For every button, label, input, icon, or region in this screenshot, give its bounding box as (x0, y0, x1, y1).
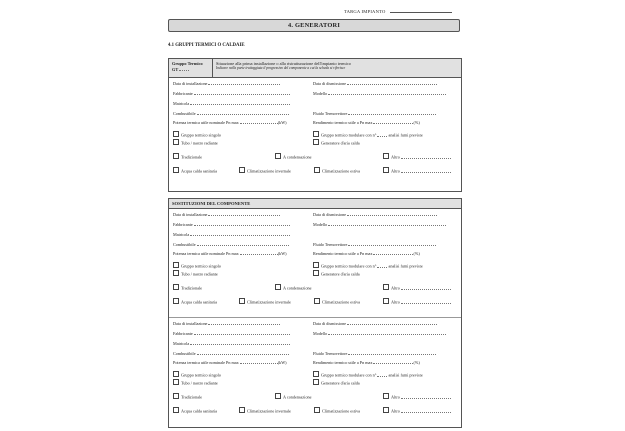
generatore-aria-option[interactable] (313, 139, 360, 146)
data-installazione-field[interactable] (173, 80, 280, 86)
condensazione-option[interactable] (275, 393, 312, 400)
checkbox[interactable] (173, 407, 179, 413)
field-label: Fabbricante (173, 91, 193, 96)
field-line[interactable] (347, 211, 437, 216)
option-suffix: analisi fumi previste (388, 132, 423, 138)
field-line[interactable] (197, 110, 289, 115)
field-label: Fabbricante (173, 222, 193, 227)
combustibile-field[interactable] (173, 350, 289, 356)
sostituzioni-title: SOSTITUZIONI DEL COMPONENTE (169, 199, 461, 209)
field-line[interactable] (347, 320, 437, 325)
condensazione-option[interactable] (275, 153, 312, 160)
field-line[interactable] (347, 80, 437, 85)
field-label: Modello (313, 222, 328, 227)
field-line[interactable] (197, 350, 289, 355)
field-line[interactable] (240, 359, 278, 364)
unit-label: (kW) (277, 251, 287, 256)
field-label: Fluido Termovettore (313, 351, 348, 356)
checkbox[interactable] (383, 284, 389, 290)
checkbox[interactable] (383, 167, 389, 173)
field-line[interactable] (401, 154, 451, 159)
matricola-field[interactable] (173, 340, 290, 346)
checkbox[interactable] (314, 167, 320, 173)
field-label: Potenza termica utile nominale Pn max (173, 120, 239, 125)
field-label: Rendimento termico utile a Pn max (313, 360, 373, 365)
clima-invernale-option[interactable] (239, 407, 291, 414)
field-label: Fluido Termovettore (313, 242, 348, 247)
altro-option[interactable] (383, 393, 451, 400)
unit-label: (%) (413, 251, 420, 256)
checkbox[interactable] (173, 379, 179, 385)
option-label: Climatizzazione invernale (247, 299, 291, 305)
field-line[interactable] (401, 394, 451, 399)
gt-number[interactable] (172, 66, 209, 72)
field-label: Matricola (173, 101, 190, 106)
field-label: Data di dismissione (313, 81, 347, 86)
field-label: Data di dismissione (313, 321, 347, 326)
potenza-field[interactable] (173, 119, 287, 125)
data-installazione-field[interactable] (173, 320, 280, 326)
option-label: Gruppo termico singolo (181, 263, 222, 269)
field-line[interactable] (373, 359, 413, 364)
clima-estiva-option[interactable] (314, 298, 360, 305)
matricola-field[interactable] (173, 100, 290, 106)
checkbox[interactable] (173, 139, 179, 145)
option-label: Tradizionale (181, 285, 203, 291)
field-label: Combustibile (173, 351, 196, 356)
field-line[interactable] (208, 211, 280, 216)
field-label: Fabbricante (173, 331, 193, 336)
option-suffix: analisi fumi previste (388, 372, 423, 378)
checkbox[interactable] (313, 262, 319, 268)
option-label: Altro (391, 408, 400, 414)
rendimento-field[interactable] (313, 250, 420, 256)
gruppo-singolo-option[interactable] (173, 371, 221, 378)
modello-field[interactable] (313, 330, 446, 336)
fluido-field[interactable] (313, 110, 436, 116)
field-line[interactable] (194, 90, 290, 95)
tubo-radiante-option[interactable] (173, 139, 218, 146)
field-label: Fluido Termovettore (313, 111, 348, 116)
option-label: Tubo / nastro radiante (181, 271, 218, 277)
rendimento-field[interactable] (313, 359, 420, 365)
field-label: Combustibile (173, 242, 196, 247)
option-label: Generatore d'aria calda (321, 380, 360, 386)
option-label: Altro (391, 154, 400, 160)
fluido-field[interactable] (313, 241, 436, 247)
altro-uso-option[interactable] (383, 167, 451, 174)
potenza-field[interactable] (173, 250, 287, 256)
unit-label: (%) (413, 360, 420, 365)
field-line[interactable] (328, 330, 446, 335)
checkbox[interactable] (383, 153, 389, 159)
modello-field[interactable] (313, 221, 446, 227)
field-label: Matricola (173, 341, 190, 346)
potenza-field[interactable] (173, 359, 287, 365)
numero-analisi-line[interactable] (377, 372, 387, 377)
option-label: A condensazione (283, 154, 312, 160)
altro-uso-option[interactable] (383, 298, 451, 305)
option-label: Gruppo termico modulare con n° (321, 263, 377, 269)
option-label: Altro (391, 299, 400, 305)
option-label: Acqua calda sanitaria (181, 408, 218, 414)
combustibile-field[interactable] (173, 241, 289, 247)
data-dismissione-field[interactable] (313, 320, 437, 326)
option-label: Generatore d'aria calda (321, 140, 360, 146)
checkbox[interactable] (313, 131, 319, 137)
tradizionale-option[interactable] (173, 153, 202, 160)
altro-uso-option[interactable] (383, 407, 451, 414)
option-label: Tradizionale (181, 154, 203, 160)
clima-invernale-option[interactable] (239, 167, 291, 174)
field-label: Data di installazione (173, 212, 208, 217)
acs-option[interactable] (173, 167, 217, 174)
combustibile-field[interactable] (173, 110, 289, 116)
field-label: Modello (313, 331, 328, 336)
checkbox[interactable] (314, 298, 320, 304)
field-line[interactable] (328, 90, 446, 95)
rendimento-field[interactable] (313, 119, 420, 125)
field-label: Data di installazione (173, 81, 208, 86)
field-line[interactable] (190, 100, 290, 105)
checkbox[interactable] (173, 284, 179, 290)
field-line[interactable] (401, 285, 451, 290)
checkbox[interactable] (383, 298, 389, 304)
field-label: Modello (313, 91, 328, 96)
gruppo-modulare-option[interactable] (313, 371, 423, 378)
numero-analisi-line[interactable] (377, 263, 387, 268)
checkbox[interactable] (173, 131, 179, 137)
situation-cell (213, 59, 461, 77)
checkbox[interactable] (173, 153, 179, 159)
matricola-field[interactable] (173, 231, 290, 237)
checkbox[interactable] (313, 371, 319, 377)
generatore-aria-option[interactable] (313, 379, 360, 386)
checkbox[interactable] (313, 379, 319, 385)
gruppo-termico-label: Gruppo Termico (172, 61, 203, 66)
field-line[interactable] (190, 231, 290, 236)
acs-option[interactable] (173, 298, 217, 305)
field-label: Rendimento termico utile a Pn max (313, 251, 373, 256)
fabbricante-field[interactable] (173, 330, 290, 336)
altro-option[interactable] (383, 284, 451, 291)
fabbricante-field[interactable] (173, 221, 290, 227)
field-line[interactable] (373, 119, 413, 124)
checkbox[interactable] (383, 393, 389, 399)
option-label: Tubo / nastro radiante (181, 380, 218, 386)
tradizionale-option[interactable] (173, 393, 202, 400)
gruppo-termico-box (168, 58, 462, 192)
field-label: Matricola (173, 232, 190, 237)
option-label: Acqua calda sanitaria (181, 168, 218, 174)
field-label: Potenza termica utile nominale Pn max (173, 251, 239, 256)
checkbox[interactable] (383, 407, 389, 413)
checkbox[interactable] (239, 298, 245, 304)
gruppo-modulare-option[interactable] (313, 131, 423, 138)
option-label: Altro (391, 285, 400, 291)
component-form (169, 78, 461, 186)
tubo-radiante-option[interactable] (173, 270, 218, 277)
checkbox[interactable] (275, 393, 281, 399)
option-label: Generatore d'aria calda (321, 271, 360, 277)
unit-label: (kW) (277, 360, 287, 365)
field-label: Data di installazione (173, 321, 208, 326)
targa-label: TARGA IMPIANTO (344, 9, 386, 14)
option-label: Climatizzazione estiva (322, 299, 361, 305)
field-line[interactable] (401, 299, 451, 304)
data-dismissione-field[interactable] (313, 211, 437, 217)
checkbox[interactable] (314, 407, 320, 413)
field-line[interactable] (208, 80, 280, 85)
unit-label: (kW) (277, 120, 287, 125)
fluido-field[interactable] (313, 350, 436, 356)
clima-estiva-option[interactable] (314, 167, 360, 174)
option-label: Climatizzazione estiva (322, 168, 361, 174)
field-line[interactable] (328, 221, 446, 226)
field-line[interactable] (197, 241, 289, 246)
field-label: Potenza termica utile nominale Pn max (173, 360, 239, 365)
field-line[interactable] (401, 408, 451, 413)
checkbox[interactable] (173, 371, 179, 377)
clima-estiva-option[interactable] (314, 407, 360, 414)
option-label: Climatizzazione invernale (247, 168, 291, 174)
option-label: Gruppo termico singolo (181, 372, 222, 378)
checkbox[interactable] (173, 262, 179, 268)
tradizionale-option[interactable] (173, 284, 202, 291)
checkbox[interactable] (173, 393, 179, 399)
targa-input-line[interactable] (390, 8, 452, 13)
field-line[interactable] (190, 340, 290, 345)
field-label: Rendimento termico utile a Pn max (313, 120, 373, 125)
field-label: Combustibile (173, 111, 196, 116)
data-installazione-field[interactable] (173, 211, 280, 217)
checkbox[interactable] (239, 167, 245, 173)
option-label: Altro (391, 394, 400, 400)
option-label: A condensazione (283, 394, 312, 400)
field-label: Data di dismissione (313, 212, 347, 217)
checkbox[interactable] (173, 270, 179, 276)
option-label: Altro (391, 168, 400, 174)
targa-impianto (344, 8, 452, 14)
gruppo-singolo-option[interactable] (173, 262, 221, 269)
section-banner: 4. GENERATORI (168, 19, 460, 32)
clima-invernale-option[interactable] (239, 298, 291, 305)
option-label: Gruppo termico modulare con n° (321, 372, 377, 378)
field-line[interactable] (240, 250, 278, 255)
gruppo-singolo-option[interactable] (173, 131, 221, 138)
component-form (169, 317, 461, 426)
modello-field[interactable] (313, 90, 446, 96)
option-label: Gruppo termico modulare con n° (321, 132, 377, 138)
checkbox[interactable] (173, 298, 179, 304)
gt-cell (169, 59, 213, 77)
option-label: Climatizzazione estiva (322, 408, 361, 414)
component-form (169, 209, 461, 317)
option-label: Climatizzazione invernale (247, 408, 291, 414)
option-label: Tubo / nastro radiante (181, 140, 218, 146)
field-line[interactable] (401, 168, 451, 173)
altro-option[interactable] (383, 153, 451, 160)
data-dismissione-field[interactable] (313, 80, 437, 86)
fabbricante-field[interactable] (173, 90, 290, 96)
field-line[interactable] (373, 250, 413, 255)
option-label: Acqua calda sanitaria (181, 299, 218, 305)
generatore-aria-option[interactable] (313, 270, 360, 277)
form-sheet (160, 0, 465, 431)
option-suffix: analisi fumi previste (388, 263, 423, 269)
condensazione-option[interactable] (275, 284, 312, 291)
field-line[interactable] (194, 330, 290, 335)
field-line[interactable] (194, 221, 290, 226)
unit-label: (%) (413, 120, 420, 125)
option-label: Tradizionale (181, 394, 203, 400)
field-line[interactable] (208, 320, 280, 325)
option-label: Gruppo termico singolo (181, 132, 222, 138)
option-label: A condensazione (283, 285, 312, 291)
situation-hint: Indicare nella parte tratteggiata il progressivo del componente a cui la scheda si riferisce (216, 66, 346, 70)
field-line[interactable] (240, 119, 278, 124)
checkbox[interactable] (173, 167, 179, 173)
checkbox[interactable] (313, 139, 319, 145)
gruppo-termico-header (169, 59, 461, 78)
field-line[interactable] (348, 241, 436, 246)
sostituzioni-box (168, 198, 462, 428)
gt-number-line[interactable] (179, 66, 189, 71)
field-line[interactable] (348, 110, 436, 115)
field-line[interactable] (348, 350, 436, 355)
tubo-radiante-option[interactable] (173, 379, 218, 386)
section-title: 4.1 GRUPPI TERMICI O CALDAIE (168, 43, 245, 48)
checkbox[interactable] (239, 407, 245, 413)
checkbox[interactable] (313, 270, 319, 276)
checkbox[interactable] (275, 284, 281, 290)
gt-label: GT (172, 67, 179, 72)
checkbox[interactable] (275, 153, 281, 159)
situation-text: Situazione alla prima installazione o alla ristrutturazione dell'impianto termico (216, 61, 351, 66)
gruppo-modulare-option[interactable] (313, 262, 423, 269)
numero-analisi-line[interactable] (377, 132, 387, 137)
acs-option[interactable] (173, 407, 217, 414)
